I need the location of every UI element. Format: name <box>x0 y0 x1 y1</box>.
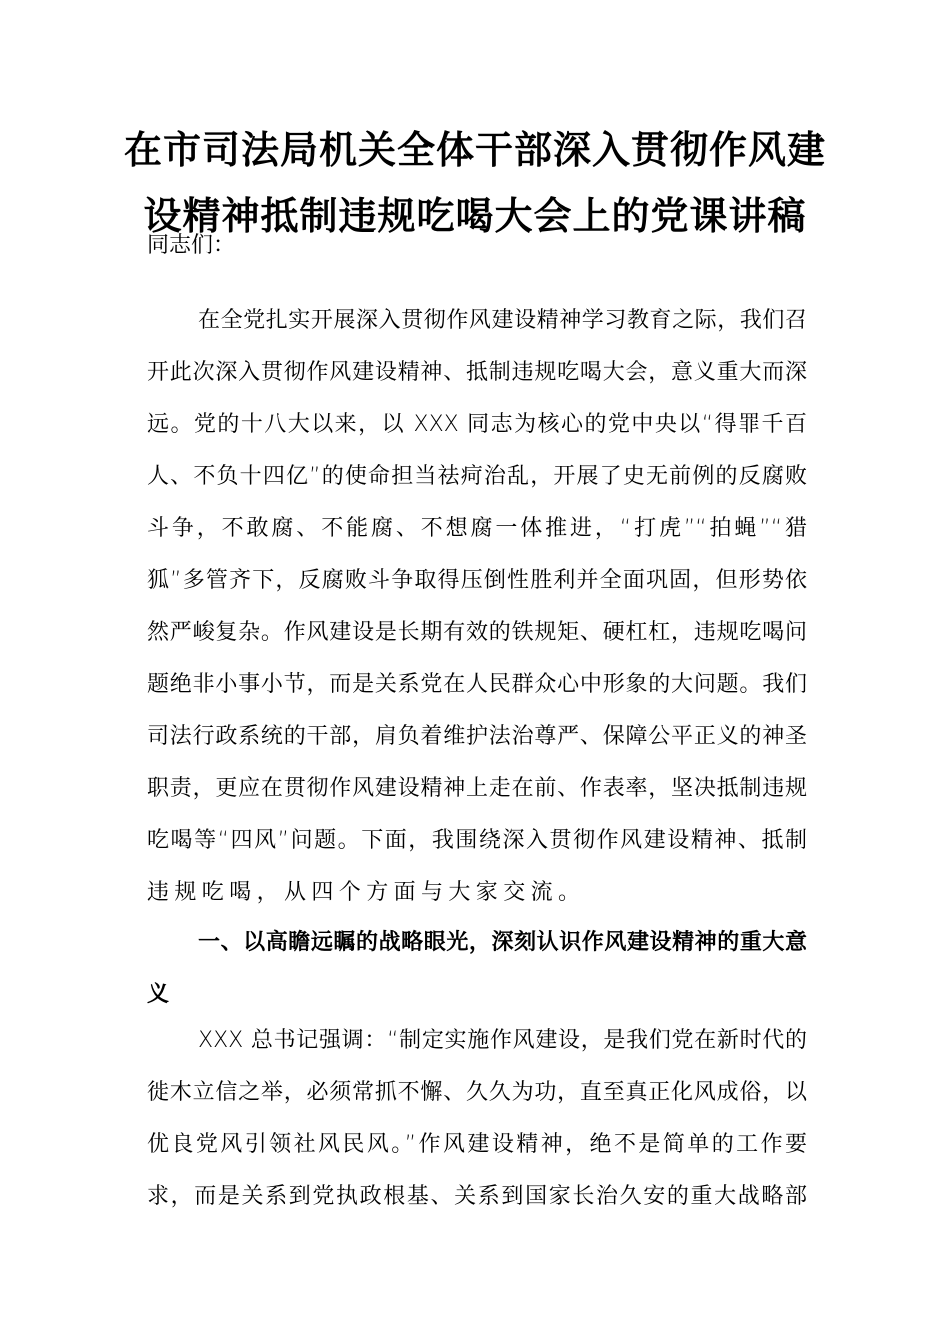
document-title-line-2: 设精神抵制违规吃喝大会上的党课讲稿 <box>143 193 807 238</box>
document-title-line-1: 在市司法局机关全体干部深入贯彻作风建 <box>123 127 826 172</box>
paragraph-1-line: 远。党的十八大以来，以 XXX 同志为核心的党中央以“得罪千百 <box>147 412 807 437</box>
paragraph-2-line: 徙木立信之举，必须常抓不懈、久久为功，直至真正化风成俗，以 <box>147 1080 807 1105</box>
paragraph-1-line: 题绝非小事小节，而是关系党在人民群众心中形象的大问题。我们 <box>147 672 807 697</box>
paragraph-1-line: 开此次深入贯彻作风建设精神、抵制违规吃喝大会，意义重大而深 <box>147 360 807 385</box>
paragraph-1-line: 职责，更应在贯彻作风建设精神上走在前、作表率，坚决抵制违规 <box>147 776 807 801</box>
salutation: 同志们： <box>147 233 236 258</box>
paragraph-1-line: 然严峻复杂。作风建设是长期有效的铁规矩、硬杠杠，违规吃喝问 <box>147 620 807 645</box>
paragraph-1-line: 人、不负十四亿”的使命担当祛疴治乱，开展了史无前例的反腐败 <box>147 464 807 489</box>
section-1-heading-continued: 义 <box>147 982 170 1007</box>
paragraph-1-line: 违规吃喝，从四个方面与大家交流。 <box>147 880 586 905</box>
paragraph-1-line: 司法行政系统的干部，肩负着维护法治尊严、保障公平正义的神圣 <box>147 724 807 749</box>
paragraph-1-line: 吃喝等“四风”问题。下面，我围绕深入贯彻作风建设精神、抵制 <box>147 828 807 853</box>
paragraph-2-line: 优良党风引领社风民风。”作风建设精神，绝不是简单的工作要 <box>147 1132 807 1157</box>
paragraph-1-line: 狐”多管齐下，反腐败斗争取得压倒性胜利并全面巩固，但形势依 <box>147 568 807 593</box>
paragraph-1-line: 斗争，不敢腐、不能腐、不想腐一体推进，“打虎”“拍蝇”“猎 <box>147 516 807 541</box>
paragraph-2-line: XXX 总书记强调：“制定实施作风建设，是我们党在新时代的 <box>198 1028 807 1053</box>
paragraph-1-line: 在全党扎实开展深入贯彻作风建设精神学习教育之际，我们召 <box>198 308 807 333</box>
paragraph-2-line: 求，而是关系到党执政根基、关系到国家长治久安的重大战略部 <box>147 1184 807 1209</box>
section-1-heading: 一、以高瞻远瞩的战略眼光，深刻认识作风建设精神的重大意 <box>198 930 807 955</box>
